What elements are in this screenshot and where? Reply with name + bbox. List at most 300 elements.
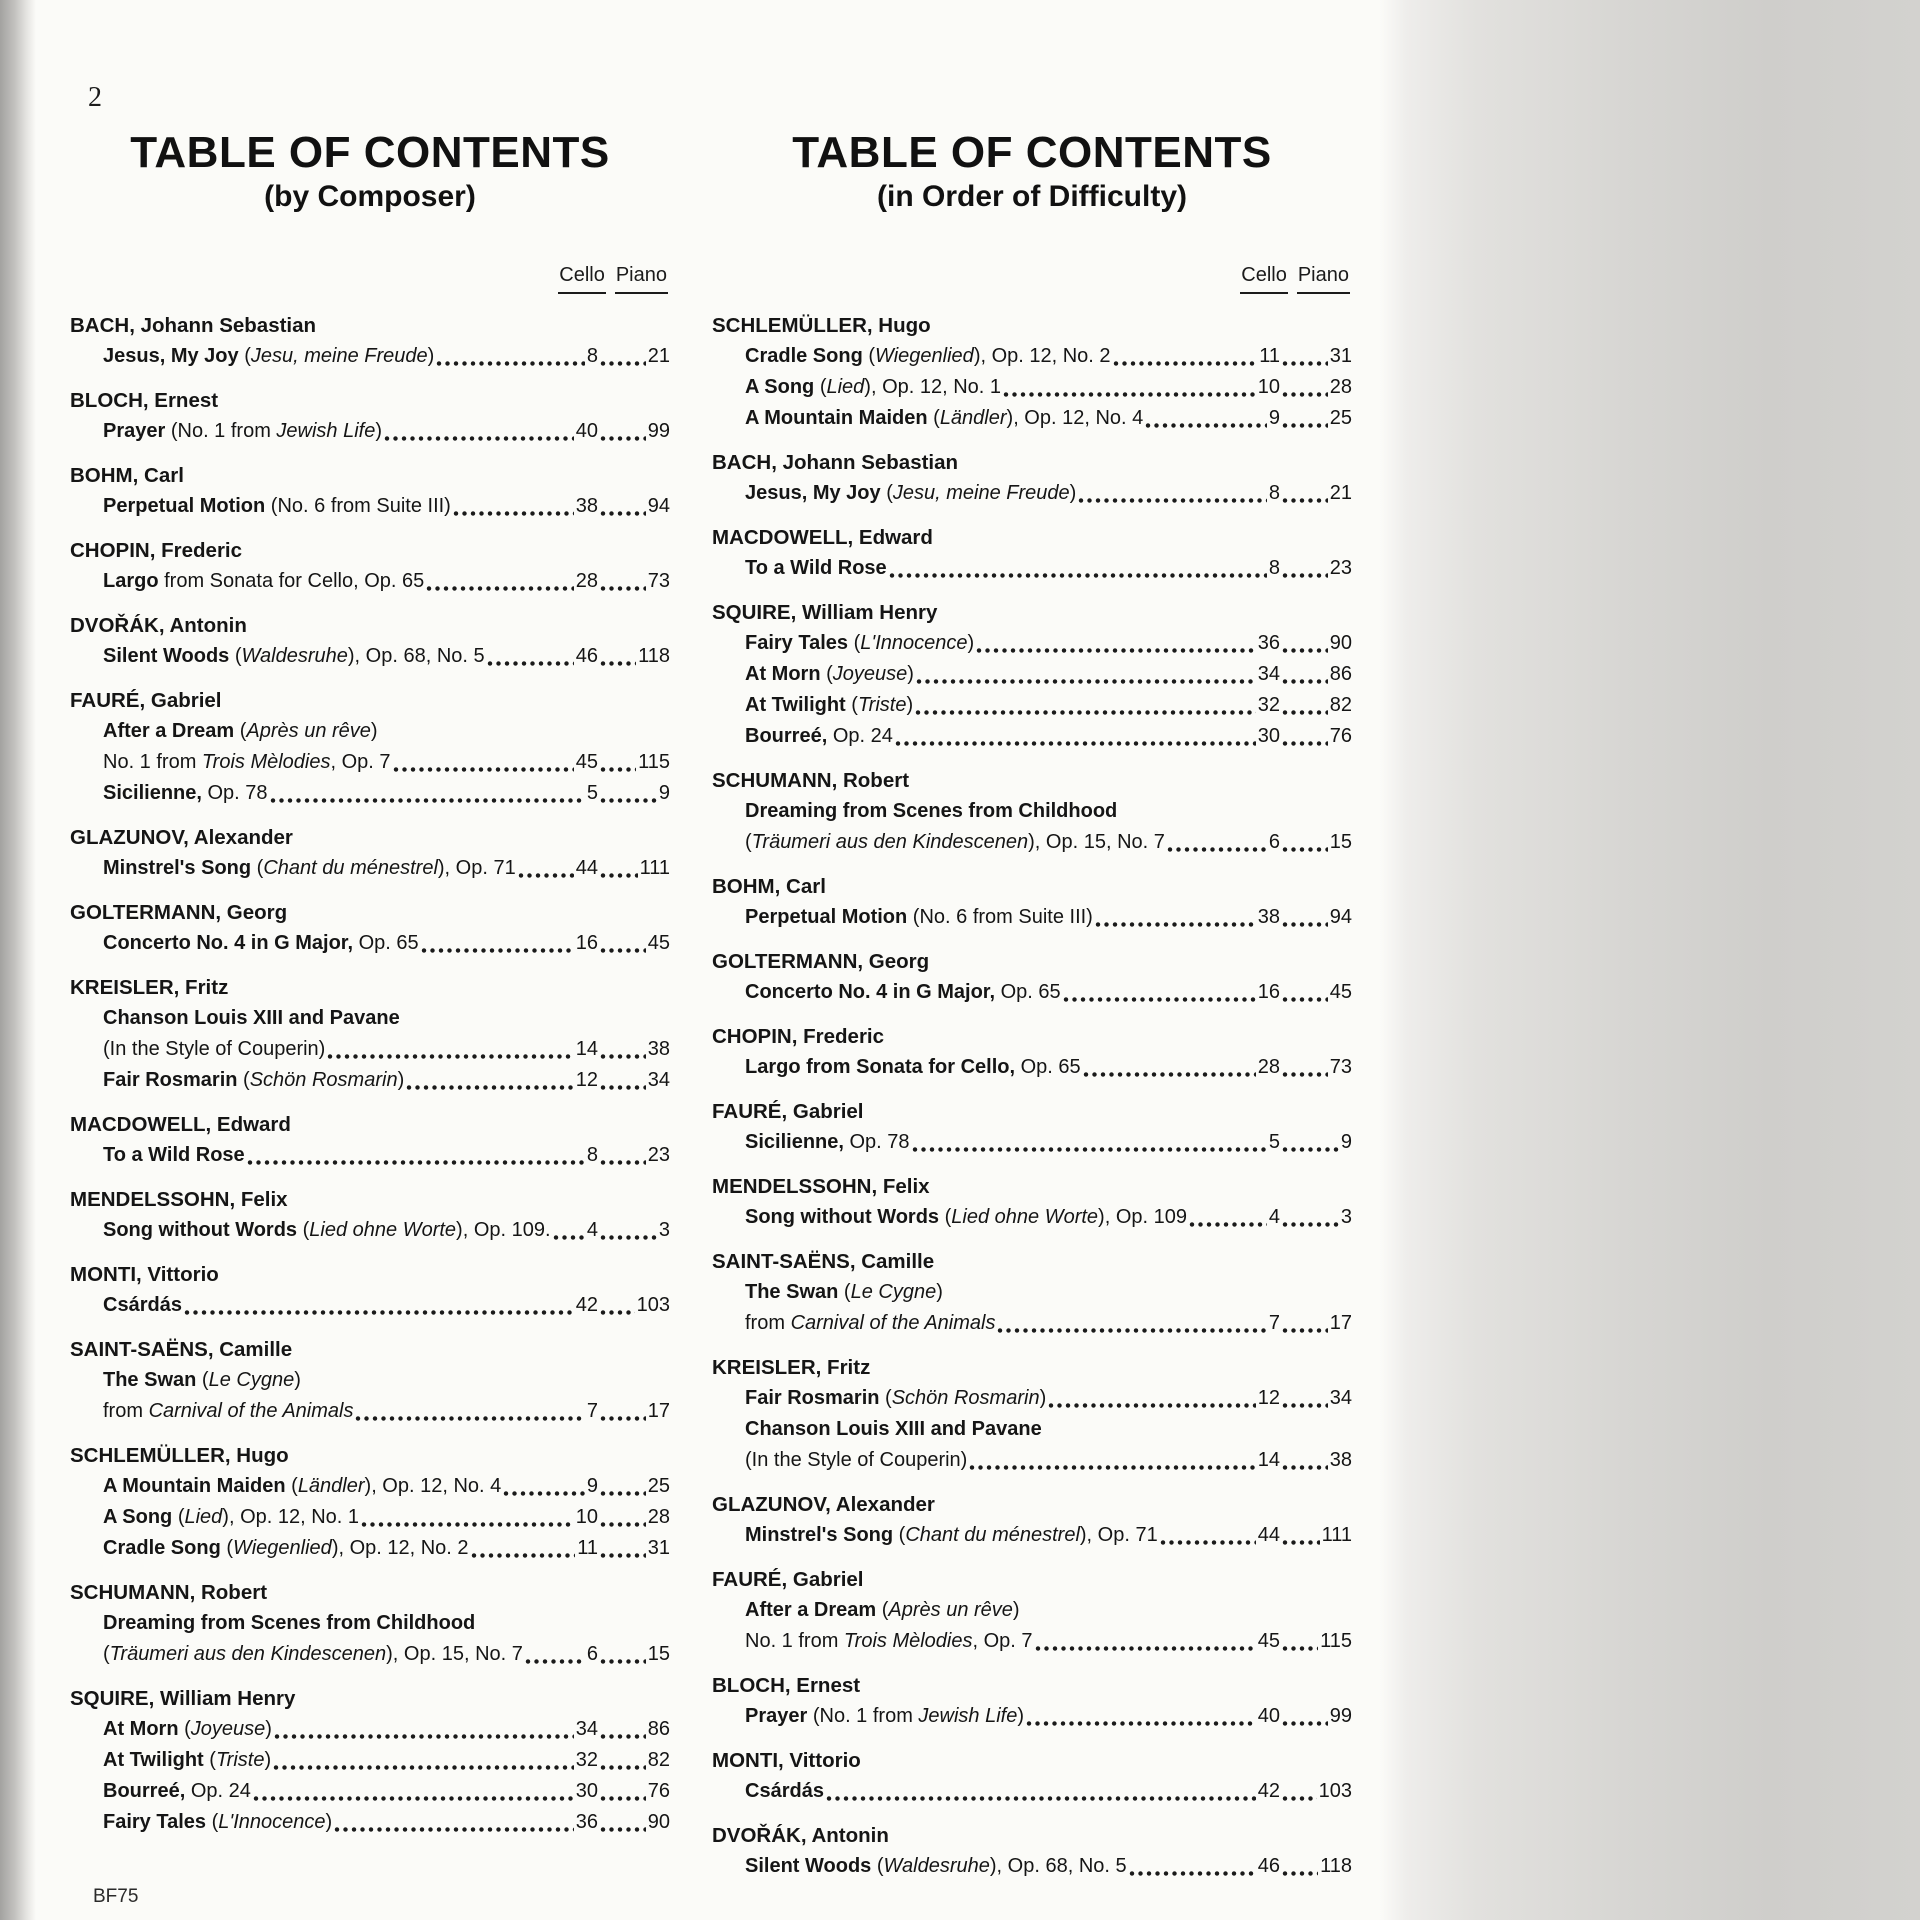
dotted-leader	[600, 585, 646, 592]
song-line	[70, 716, 670, 747]
dotted-leader	[518, 872, 574, 879]
cello-column-header: Cello	[1240, 264, 1288, 294]
song-line	[712, 1277, 1352, 1308]
toc-entry-list	[712, 310, 1352, 1882]
cello-page-number: 44	[1257, 1524, 1280, 1546]
song-text-segment: Chanson Louis XIII and Pavane	[103, 1007, 400, 1029]
song-text-segment: (In the Style of Couperin)	[103, 1038, 326, 1060]
song-text-segment: Triste	[215, 1749, 265, 1771]
song-text-segment: Minstrel's Song	[745, 1524, 899, 1546]
dotted-leader	[600, 1415, 646, 1422]
composer-group	[70, 1259, 670, 1321]
composer-group	[70, 1577, 670, 1670]
cello-page-number: 10	[575, 1506, 598, 1528]
composer-name: SQUIRE, William Henry	[70, 1687, 296, 1710]
piano-page-number: 3	[1340, 1206, 1352, 1228]
song-text	[103, 566, 424, 597]
dotted-leader	[600, 872, 638, 879]
song-line	[70, 566, 670, 597]
song-text-segment: No. 1 from	[103, 751, 202, 773]
song-text-segment: Träumeri aus den Kindescenen	[751, 831, 1029, 853]
song-line	[70, 1714, 670, 1745]
piano-page-group	[598, 1140, 670, 1171]
song-text	[103, 1639, 523, 1670]
song-text	[745, 1202, 1187, 1233]
song-text	[745, 1520, 1158, 1551]
piano-page-group	[598, 778, 670, 809]
piano-page-group	[598, 1639, 670, 1670]
cello-page-number: 9	[586, 1475, 598, 1497]
piano-page-number: 38	[647, 1038, 670, 1060]
piano-page-group	[598, 1745, 670, 1776]
piano-page-number: 34	[647, 1069, 670, 1091]
dotted-leader	[600, 1795, 646, 1802]
toc-by-composer	[70, 0, 670, 1895]
dotted-leader	[1282, 422, 1328, 429]
song-line	[712, 977, 1352, 1008]
piano-page-group	[598, 491, 670, 522]
song-text-segment: Sicilienne,	[103, 782, 208, 804]
piano-page-number: 31	[647, 1537, 670, 1559]
dotted-leader	[184, 1309, 574, 1316]
song-text	[745, 796, 1117, 827]
song-text	[103, 491, 451, 522]
composer-group	[712, 1246, 1352, 1339]
song-text-segment: Prayer	[103, 420, 171, 442]
plate-number: BF75	[93, 1886, 139, 1907]
dotted-leader	[1282, 1870, 1318, 1877]
dotted-leader	[600, 435, 646, 442]
song-text-segment: L'Innocence	[860, 632, 968, 654]
piano-column-header: Piano	[1297, 264, 1350, 294]
song-text-segment: Chant du ménestrel	[263, 857, 438, 879]
song-text-segment: Träumeri aus den Kindescenen	[109, 1643, 387, 1665]
dotted-leader	[916, 678, 1256, 685]
song-line	[70, 747, 670, 778]
song-text-segment: Schön Rosmarin	[891, 1387, 1040, 1409]
song-text-segment: Fair Rosmarin	[745, 1387, 886, 1409]
song-line	[712, 1445, 1352, 1476]
song-text-segment: A Mountain Maiden	[103, 1475, 292, 1497]
piano-page-group	[598, 1714, 670, 1745]
dotted-leader	[1026, 1720, 1256, 1727]
song-text-segment: (	[881, 1599, 889, 1621]
dotted-leader	[1282, 846, 1328, 853]
song-text-segment: (	[898, 1524, 906, 1546]
song-text	[745, 478, 1076, 509]
song-line	[70, 1608, 670, 1639]
song-text-segment: Silent Woods	[745, 1855, 877, 1877]
song-text-segment: (	[826, 663, 833, 685]
composer-group	[712, 1745, 1352, 1807]
song-text-segment: Le Cygne	[850, 1281, 937, 1303]
piano-column-header: Piano	[615, 264, 668, 294]
dotted-leader	[270, 797, 585, 804]
song-text-segment: Jewish Life	[276, 420, 376, 442]
toc-columns	[70, 0, 1352, 1895]
song-line	[70, 1396, 670, 1427]
piano-page-number: 31	[1329, 345, 1352, 367]
cello-page-number: 36	[1257, 632, 1280, 654]
piano-page-number: 115	[1320, 1630, 1352, 1652]
song-text-segment: After a Dream	[103, 720, 240, 742]
composer-name: GLAZUNOV, Alexander	[70, 826, 293, 849]
cello-page-number: 45	[1257, 1630, 1280, 1652]
dotted-leader	[453, 510, 574, 517]
piano-page-group	[598, 928, 670, 959]
song-text-segment: )	[1069, 482, 1077, 504]
song-text-segment: Concerto No. 4 in G Major,	[745, 981, 1001, 1003]
piano-page-group	[598, 1471, 670, 1502]
song-text	[745, 403, 1143, 434]
song-line	[70, 1034, 670, 1065]
piano-page-number: 82	[1329, 694, 1352, 716]
song-text-segment: A Song	[745, 376, 820, 398]
song-text-segment: (	[226, 1537, 234, 1559]
song-text	[103, 1608, 475, 1639]
piano-page-number: 111	[1321, 1524, 1352, 1546]
song-text	[103, 1533, 469, 1564]
dotted-leader	[997, 1327, 1266, 1334]
piano-page-number: 115	[638, 751, 670, 773]
song-text-segment: (	[302, 1219, 310, 1241]
song-line	[70, 1807, 670, 1838]
song-text	[745, 902, 1093, 933]
song-line	[712, 721, 1352, 752]
cello-page-number: 40	[575, 420, 598, 442]
piano-page-group	[1280, 1520, 1352, 1551]
song-line	[70, 416, 670, 447]
composer-name: DVOŘÁK, Antonin	[712, 1824, 889, 1847]
composer-group	[70, 460, 670, 522]
song-text-segment: (	[885, 1387, 892, 1409]
song-text-segment: )	[1012, 1599, 1020, 1621]
song-line	[712, 553, 1352, 584]
composer-group	[712, 597, 1352, 752]
piano-page-number: 21	[1329, 482, 1352, 504]
song-text	[103, 928, 419, 959]
piano-page-group	[1280, 341, 1352, 372]
song-text-segment: )	[427, 345, 435, 367]
song-line	[712, 1052, 1352, 1083]
piano-page-group	[1280, 553, 1352, 584]
song-text-segment: (	[291, 1475, 298, 1497]
song-text-segment: Chanson Louis XIII and Pavane	[745, 1418, 1042, 1440]
toc-entry-list	[70, 310, 670, 1838]
toc-subtitle: (by Composer)	[264, 180, 476, 213]
song-text-segment: Dreaming from Scenes from Childhood	[745, 800, 1118, 822]
piano-page-group	[1280, 1052, 1352, 1083]
dotted-leader	[1167, 846, 1267, 853]
song-text	[745, 1127, 910, 1158]
song-text	[103, 641, 485, 672]
song-line	[712, 690, 1352, 721]
song-text-segment: (No. 6 from Suite III)	[270, 495, 451, 517]
song-text-segment: ), Op. 15, No. 7	[1028, 831, 1165, 853]
dotted-leader	[1282, 497, 1328, 504]
piano-page-number: 94	[1329, 906, 1352, 928]
piano-page-group	[598, 1396, 670, 1427]
song-text	[103, 1215, 551, 1246]
song-text-segment: Op. 78	[849, 1131, 910, 1153]
song-line	[70, 1065, 670, 1096]
song-text-segment: The Swan	[745, 1281, 844, 1303]
song-text-segment: (No. 1 from	[170, 420, 277, 442]
composer-name: SCHLEMÜLLER, Hugo	[712, 314, 931, 337]
dotted-leader	[600, 947, 646, 954]
song-text	[103, 747, 391, 778]
song-text	[745, 827, 1165, 858]
song-text-segment: (	[819, 376, 827, 398]
piano-page-number: 82	[647, 1749, 670, 1771]
composer-name: SCHUMANN, Robert	[70, 1581, 268, 1604]
dotted-leader	[426, 585, 573, 592]
cello-page-number: 8	[586, 1144, 598, 1166]
dotted-leader	[600, 1309, 635, 1316]
cello-page-number: 34	[1257, 663, 1280, 685]
piano-page-number: 25	[1329, 407, 1352, 429]
song-text-segment: , Op. 7	[972, 1630, 1033, 1652]
dotted-leader	[334, 1826, 574, 1833]
song-text-segment: ), Op. 68, No. 5	[347, 645, 485, 667]
composer-group	[70, 535, 670, 597]
toc-subtitle: (in Order of Difficulty)	[877, 180, 1187, 213]
song-text	[745, 628, 974, 659]
dotted-leader	[421, 947, 574, 954]
song-text	[745, 1277, 943, 1308]
piano-page-number: 103	[636, 1294, 670, 1316]
piano-page-number: 86	[647, 1718, 670, 1740]
song-text-segment: Concerto No. 4 in G Major,	[103, 932, 359, 954]
song-line	[70, 1365, 670, 1396]
song-text-segment: Op. 65	[1020, 1056, 1081, 1078]
dotted-leader	[1282, 996, 1328, 1003]
piano-page-number: 23	[1329, 557, 1352, 579]
song-text	[745, 1626, 1033, 1657]
song-line	[712, 1308, 1352, 1339]
song-text-segment: Dreaming from Scenes from Childhood	[103, 1612, 476, 1634]
composer-name: FAURÉ, Gabriel	[712, 1568, 864, 1591]
song-text-segment: Ländler	[939, 407, 1007, 429]
song-text-segment: Sicilienne,	[745, 1131, 850, 1153]
song-text-segment: (	[944, 1206, 952, 1228]
piano-page-group	[1280, 1308, 1352, 1339]
song-line	[712, 341, 1352, 372]
piano-page-group	[1280, 403, 1352, 434]
piano-page-number: 38	[1329, 1449, 1352, 1471]
piano-page-group	[1280, 1776, 1352, 1807]
song-text-segment: Largo from Sonata for Cello,	[745, 1056, 1021, 1078]
song-text-segment: L'Innocence	[218, 1811, 326, 1833]
song-text-segment: Wiegenlied	[875, 345, 974, 367]
dotted-leader	[1063, 996, 1256, 1003]
composer-group	[712, 1820, 1352, 1882]
cello-page-number: 6	[586, 1643, 598, 1665]
song-text-segment: )	[294, 1369, 301, 1391]
song-text-segment: (	[103, 1643, 110, 1665]
song-text	[103, 1034, 325, 1065]
song-text	[103, 1714, 272, 1745]
piano-page-group	[598, 747, 670, 778]
dotted-leader	[1145, 422, 1267, 429]
dotted-leader	[600, 1826, 646, 1833]
song-line	[70, 641, 670, 672]
cello-page-number: 40	[1257, 1705, 1280, 1727]
song-text-segment: At Twilight	[745, 694, 852, 716]
piano-page-number: 73	[647, 570, 670, 592]
composer-group	[70, 1184, 670, 1246]
song-text-segment: (	[843, 1281, 851, 1303]
song-line	[712, 1127, 1352, 1158]
dotted-leader	[1282, 360, 1328, 367]
cello-page-number: 38	[1257, 906, 1280, 928]
song-text-segment: ), Op. 12, No. 4	[364, 1475, 502, 1497]
composer-name: GLAZUNOV, Alexander	[712, 1493, 935, 1516]
song-text-segment: To a Wild Rose	[745, 557, 887, 579]
song-text	[745, 1052, 1081, 1083]
song-line	[712, 1595, 1352, 1626]
song-text	[745, 1701, 1024, 1732]
piano-page-group	[598, 341, 670, 372]
song-text-segment: (	[243, 1069, 250, 1091]
piano-page-group	[1280, 1851, 1352, 1882]
song-line	[712, 1414, 1352, 1445]
dotted-leader	[1095, 921, 1256, 928]
song-text	[103, 778, 268, 809]
song-text-segment: Trois Mèlodies	[201, 751, 331, 773]
piano-page-group	[1280, 1445, 1352, 1476]
song-line	[712, 902, 1352, 933]
dotted-leader	[600, 1733, 646, 1740]
piano-page-group	[598, 1034, 670, 1065]
song-text-segment: Triste	[857, 694, 907, 716]
song-line	[712, 1202, 1352, 1233]
dotted-leader	[600, 1552, 646, 1559]
cello-page-number: 11	[1259, 345, 1280, 367]
piano-page-number: 86	[1329, 663, 1352, 685]
piano-page-number: 23	[647, 1144, 670, 1166]
composer-name: GOLTERMANN, Georg	[712, 950, 930, 973]
song-text-segment: ), Op. 71	[437, 857, 516, 879]
piano-page-number: 34	[1329, 1387, 1352, 1409]
dotted-leader	[889, 572, 1267, 579]
song-text-segment: Lied ohne Worte	[951, 1206, 1099, 1228]
piano-page-group	[1280, 690, 1352, 721]
song-text-segment: Perpetual Motion	[103, 495, 271, 517]
song-text-segment: ), Op. 12, No. 1	[864, 376, 1002, 398]
composer-name: MENDELSSOHN, Felix	[70, 1188, 288, 1211]
cello-page-number: 7	[586, 1400, 598, 1422]
composer-name: KREISLER, Fritz	[70, 976, 229, 999]
piano-page-number: 99	[1329, 1705, 1352, 1727]
composer-group	[70, 972, 670, 1096]
dotted-leader	[487, 660, 574, 667]
song-line	[70, 1745, 670, 1776]
composer-group	[70, 897, 670, 959]
song-text-segment: To a Wild Rose	[103, 1144, 245, 1166]
piano-page-number: 3	[658, 1219, 670, 1241]
song-text-segment: Bourreé,	[103, 1780, 191, 1802]
song-line	[712, 403, 1352, 434]
song-text-segment: Op. 65	[1000, 981, 1061, 1003]
dotted-leader	[969, 1464, 1255, 1471]
cello-page-number: 14	[1257, 1449, 1280, 1471]
song-text-segment: Joyeuse	[190, 1718, 266, 1740]
composer-name: BOHM, Carl	[712, 875, 826, 898]
song-text-segment: Largo	[103, 570, 165, 592]
song-text	[103, 1807, 332, 1838]
song-line	[712, 796, 1352, 827]
cello-page-number: 46	[1257, 1855, 1280, 1877]
dotted-leader	[253, 1795, 574, 1802]
dotted-leader	[600, 1234, 657, 1241]
song-text-segment: Op. 24	[832, 725, 893, 747]
song-text-segment: Song without Words	[103, 1219, 303, 1241]
piano-page-number: 111	[639, 857, 670, 879]
cello-page-number: 32	[1257, 694, 1280, 716]
composer-group	[712, 1171, 1352, 1233]
piano-page-number: 25	[647, 1475, 670, 1497]
piano-page-group	[1280, 659, 1352, 690]
piano-page-number: 103	[1318, 1780, 1352, 1802]
song-line	[712, 1701, 1352, 1732]
cello-page-number: 14	[575, 1038, 598, 1060]
song-text-segment: (	[933, 407, 940, 429]
composer-name: SCHUMANN, Robert	[712, 769, 910, 792]
dotted-leader	[976, 647, 1256, 654]
piano-page-number: 45	[1329, 981, 1352, 1003]
song-text	[745, 1445, 967, 1476]
song-text-segment: Jesu, meine Freude	[250, 345, 428, 367]
dotted-leader	[600, 1764, 646, 1771]
piano-page-group	[598, 1502, 670, 1533]
dotted-leader	[600, 660, 636, 667]
dotted-leader	[1035, 1645, 1256, 1652]
piano-page-group	[598, 566, 670, 597]
song-line	[712, 659, 1352, 690]
dotted-leader	[1282, 678, 1328, 685]
dotted-leader	[361, 1521, 574, 1528]
cello-page-number: 44	[575, 857, 598, 879]
song-text-segment: At Morn	[103, 1718, 185, 1740]
cello-page-number: 4	[1268, 1206, 1280, 1228]
dotted-leader	[553, 1234, 585, 1241]
piano-page-number: 118	[638, 645, 670, 667]
piano-page-number: 15	[1329, 831, 1352, 853]
piano-page-group	[598, 1807, 670, 1838]
song-text-segment: Op. 78	[207, 782, 268, 804]
song-text-segment: (	[234, 645, 242, 667]
dotted-leader	[247, 1159, 585, 1166]
piano-page-number: 17	[1329, 1312, 1352, 1334]
dotted-leader	[1282, 391, 1328, 398]
song-text-segment: Fair Rosmarin	[103, 1069, 244, 1091]
song-text-segment: Jewish Life	[918, 1705, 1018, 1727]
dotted-leader	[273, 1764, 574, 1771]
dotted-leader	[600, 1490, 646, 1497]
dotted-leader	[1282, 1221, 1339, 1228]
cello-page-number: 38	[575, 495, 598, 517]
song-text-segment: After a Dream	[745, 1599, 882, 1621]
piano-page-group	[1280, 478, 1352, 509]
cello-page-number: 8	[1268, 557, 1280, 579]
song-text-segment: (	[851, 694, 858, 716]
piano-page-group	[1280, 977, 1352, 1008]
piano-page-number: 94	[647, 495, 670, 517]
composer-group	[712, 1564, 1352, 1657]
dotted-leader	[1113, 360, 1258, 367]
composer-name: SAINT-SAËNS, Camille	[70, 1338, 293, 1361]
